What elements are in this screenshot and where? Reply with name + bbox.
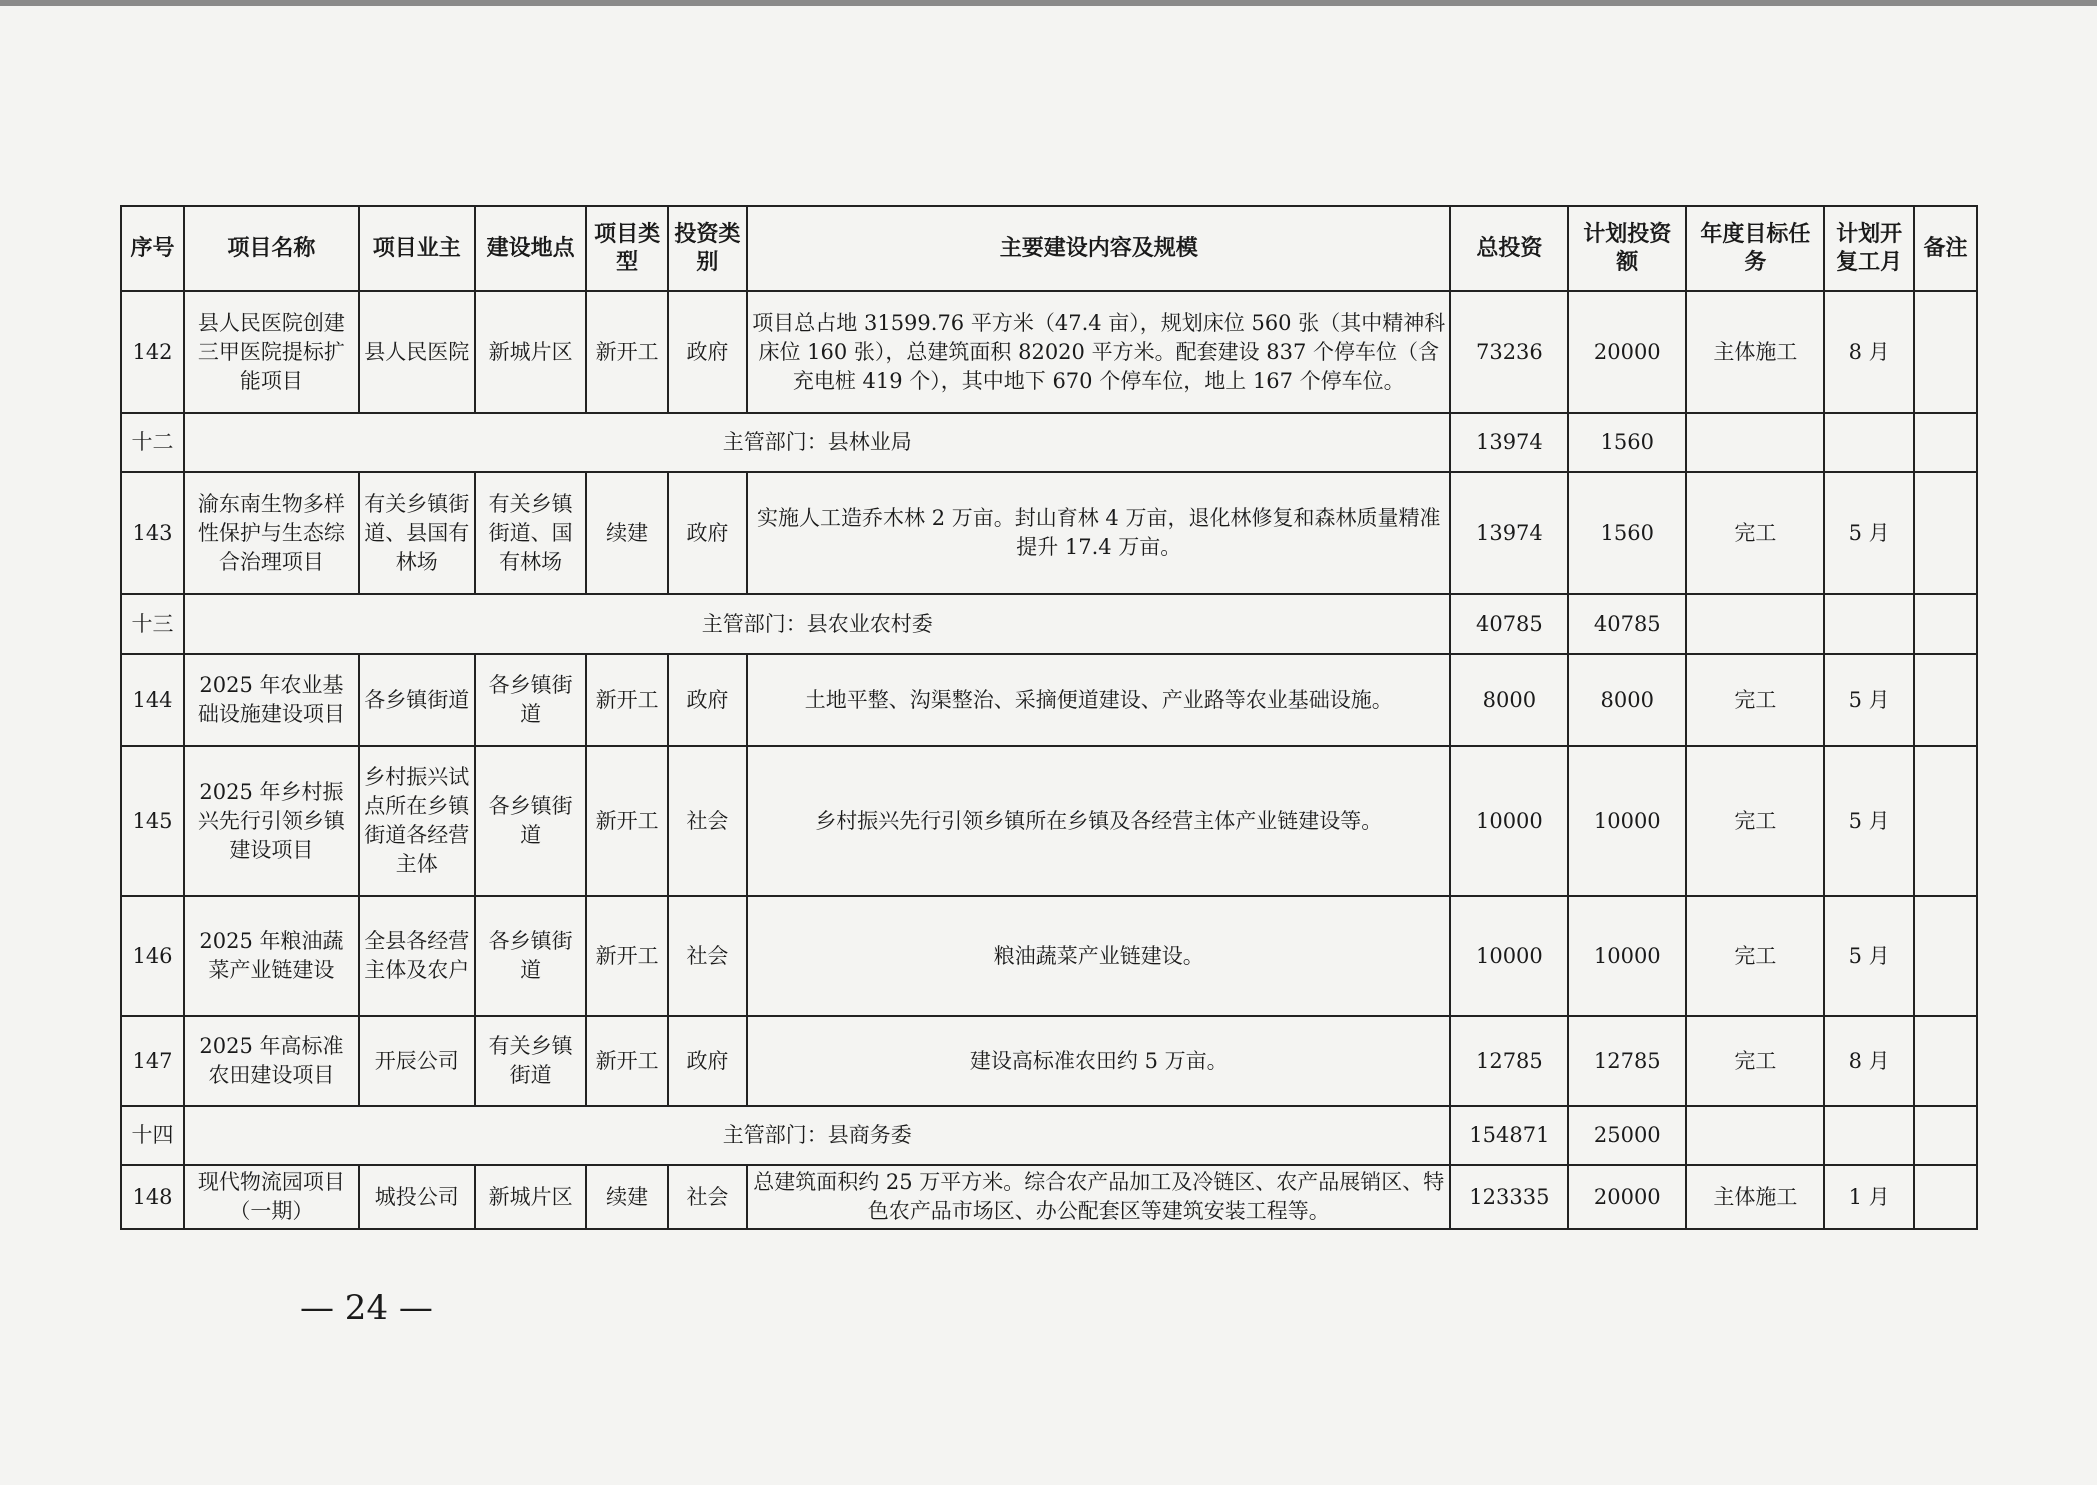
cell-category: 社会 (668, 896, 747, 1016)
dept-seq: 十三 (121, 594, 184, 654)
cell-target: 完工 (1686, 654, 1824, 746)
cell-empty (1914, 594, 1977, 654)
cell-note (1914, 654, 1977, 746)
cell-name: 2025 年农业基础设施建设项目 (184, 654, 359, 746)
cell-location: 有关乡镇街道、国有林场 (475, 472, 587, 594)
header-type: 项目类型 (586, 206, 667, 291)
cell-planned: 1560 (1568, 472, 1686, 594)
cell-note (1914, 1016, 1977, 1106)
cell-category: 政府 (668, 654, 747, 746)
cell-seq: 148 (121, 1165, 184, 1229)
cell-type: 续建 (586, 472, 667, 594)
cell-empty (1824, 413, 1913, 472)
cell-seq: 142 (121, 291, 184, 413)
dept-total: 13974 (1450, 413, 1568, 472)
dept-planned: 1560 (1568, 413, 1686, 472)
cell-seq: 147 (121, 1016, 184, 1106)
cell-category: 社会 (668, 1165, 747, 1229)
cell-name: 2025 年乡村振兴先行引领乡镇建设项目 (184, 746, 359, 896)
cell-category: 政府 (668, 472, 747, 594)
cell-month: 5 月 (1824, 896, 1913, 1016)
cell-name: 2025 年粮油蔬菜产业链建设 (184, 896, 359, 1016)
cell-content: 土地平整、沟渠整治、采摘便道建设、产业路等农业基础设施。 (747, 654, 1450, 746)
cell-target: 主体施工 (1686, 291, 1824, 413)
dept-seq: 十二 (121, 413, 184, 472)
cell-empty (1914, 413, 1977, 472)
cell-note (1914, 291, 1977, 413)
project-table (120, 205, 1978, 1230)
cell-target: 完工 (1686, 472, 1824, 594)
cell-planned: 20000 (1568, 291, 1686, 413)
cell-month: 5 月 (1824, 654, 1913, 746)
cell-planned: 8000 (1568, 654, 1686, 746)
cell-planned: 10000 (1568, 746, 1686, 896)
cell-location: 新城片区 (475, 291, 587, 413)
cell-type: 新开工 (586, 896, 667, 1016)
cell-seq: 145 (121, 746, 184, 896)
page-number: — 24 — (300, 1288, 433, 1328)
cell-note (1914, 1165, 1977, 1229)
cell-month: 8 月 (1824, 1016, 1913, 1106)
cell-empty (1824, 1106, 1913, 1165)
cell-month: 5 月 (1824, 472, 1913, 594)
cell-total: 73236 (1450, 291, 1568, 413)
cell-target: 完工 (1686, 1016, 1824, 1106)
cell-location: 有关乡镇街道 (475, 1016, 587, 1106)
header-seq: 序号 (121, 206, 184, 291)
dept-planned: 25000 (1568, 1106, 1686, 1165)
cell-total: 123335 (1450, 1165, 1568, 1229)
header-category: 投资类别 (668, 206, 747, 291)
table-row (121, 896, 1977, 1016)
cell-owner: 乡村振兴试点所在乡镇街道各经营主体 (359, 746, 475, 896)
dept-total: 40785 (1450, 594, 1568, 654)
cell-planned: 10000 (1568, 896, 1686, 1016)
cell-month: 1 月 (1824, 1165, 1913, 1229)
header-month: 计划开复工月 (1824, 206, 1913, 291)
cell-owner: 全县各经营主体及农户 (359, 896, 475, 1016)
cell-type: 新开工 (586, 291, 667, 413)
cell-category: 社会 (668, 746, 747, 896)
cell-type: 新开工 (586, 746, 667, 896)
cell-seq: 146 (121, 896, 184, 1016)
table-header-row (121, 206, 1977, 291)
header-location: 建设地点 (475, 206, 587, 291)
header-target: 年度目标任务 (1686, 206, 1824, 291)
header-planned: 计划投资额 (1568, 206, 1686, 291)
dept-row (121, 1106, 1977, 1165)
cell-category: 政府 (668, 291, 747, 413)
cell-empty (1914, 1106, 1977, 1165)
table-row (121, 472, 1977, 594)
cell-month: 8 月 (1824, 291, 1913, 413)
cell-total: 13974 (1450, 472, 1568, 594)
cell-name: 县人民医院创建三甲医院提标扩能项目 (184, 291, 359, 413)
cell-owner: 各乡镇街道 (359, 654, 475, 746)
cell-content: 项目总占地 31599.76 平方米（47.4 亩），规划床位 560 张（其中精神科床位 160 张），总建筑面积 82020 平方米。配套建设 837 个停车位（含充电桩 419 个），其中地下 670 个停车位，地上 167 个停车位。 (747, 291, 1450, 413)
dept-row (121, 594, 1977, 654)
cell-seq: 144 (121, 654, 184, 746)
cell-note (1914, 896, 1977, 1016)
header-total: 总投资 (1450, 206, 1568, 291)
cell-content: 总建筑面积约 25 万平方米。综合农产品加工及冷链区、农产品展销区、特色农产品市场区、办公配套区等建筑安装工程等。 (747, 1165, 1450, 1229)
cell-owner: 城投公司 (359, 1165, 475, 1229)
table-row (121, 1016, 1977, 1106)
cell-empty (1686, 594, 1824, 654)
table-row (121, 746, 1977, 896)
cell-location: 各乡镇街道 (475, 896, 587, 1016)
cell-type: 新开工 (586, 1016, 667, 1106)
cell-note (1914, 746, 1977, 896)
cell-planned: 20000 (1568, 1165, 1686, 1229)
cell-category: 政府 (668, 1016, 747, 1106)
header-name: 项目名称 (184, 206, 359, 291)
cell-content: 建设高标准农田约 5 万亩。 (747, 1016, 1450, 1106)
cell-total: 10000 (1450, 896, 1568, 1016)
cell-planned: 12785 (1568, 1016, 1686, 1106)
cell-target: 完工 (1686, 896, 1824, 1016)
cell-target: 完工 (1686, 746, 1824, 896)
cell-note (1914, 472, 1977, 594)
cell-total: 10000 (1450, 746, 1568, 896)
cell-owner: 开辰公司 (359, 1016, 475, 1106)
header-note: 备注 (1914, 206, 1977, 291)
cell-target: 主体施工 (1686, 1165, 1824, 1229)
cell-location: 各乡镇街道 (475, 746, 587, 896)
cell-content: 粮油蔬菜产业链建设。 (747, 896, 1450, 1016)
header-content: 主要建设内容及规模 (747, 206, 1450, 291)
table-row (121, 654, 1977, 746)
table-row (121, 1165, 1977, 1229)
cell-month: 5 月 (1824, 746, 1913, 896)
cell-location: 各乡镇街道 (475, 654, 587, 746)
header-owner: 项目业主 (359, 206, 475, 291)
dept-seq: 十四 (121, 1106, 184, 1165)
table-row (121, 291, 1977, 413)
dept-label: 主管部门：县林业局 (184, 413, 1450, 472)
cell-content: 实施人工造乔木林 2 万亩。封山育林 4 万亩，退化林修复和森林质量精准提升 17.4 万亩。 (747, 472, 1450, 594)
cell-name: 2025 年高标准农田建设项目 (184, 1016, 359, 1106)
cell-empty (1686, 413, 1824, 472)
cell-name: 现代物流园项目（一期） (184, 1165, 359, 1229)
dept-label: 主管部门：县农业农村委 (184, 594, 1450, 654)
cell-location: 新城片区 (475, 1165, 587, 1229)
scan-top-edge (0, 0, 2097, 6)
dept-planned: 40785 (1568, 594, 1686, 654)
cell-total: 8000 (1450, 654, 1568, 746)
cell-owner: 县人民医院 (359, 291, 475, 413)
cell-type: 续建 (586, 1165, 667, 1229)
cell-seq: 143 (121, 472, 184, 594)
cell-type: 新开工 (586, 654, 667, 746)
dept-label: 主管部门：县商务委 (184, 1106, 1450, 1165)
dept-total: 154871 (1450, 1106, 1568, 1165)
cell-empty (1686, 1106, 1824, 1165)
cell-total: 12785 (1450, 1016, 1568, 1106)
dept-row (121, 413, 1977, 472)
cell-content: 乡村振兴先行引领乡镇所在乡镇及各经营主体产业链建设等。 (747, 746, 1450, 896)
cell-name: 渝东南生物多样性保护与生态综合治理项目 (184, 472, 359, 594)
cell-owner: 有关乡镇街道、县国有林场 (359, 472, 475, 594)
cell-empty (1824, 594, 1913, 654)
